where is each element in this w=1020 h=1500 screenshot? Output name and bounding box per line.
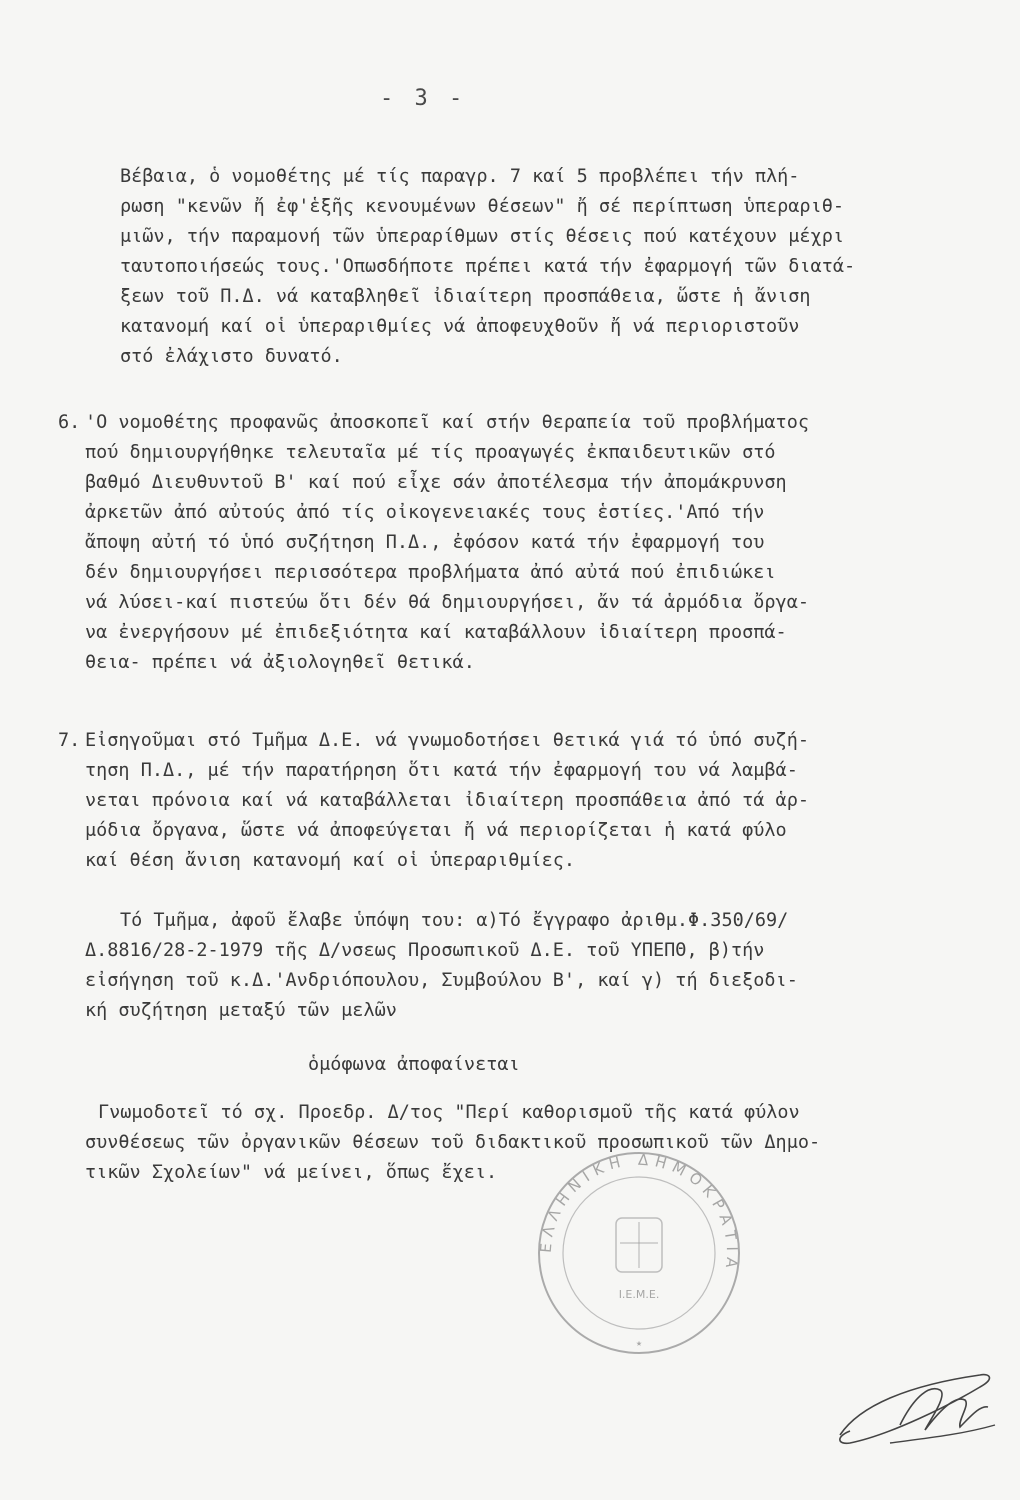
paragraph-line: πού δημιουργήθηκε τελευταῖα μέ τίς προαγωγές ἐκπαιδευτικῶν στό — [85, 442, 776, 463]
paragraph-line: Τό Τμῆμα, ἀφοῦ ἔλαβε ὑπόψη του: α)Τό ἔγγραφο ἀριθμ.Φ.350/69/ — [120, 910, 789, 931]
paragraph-line: Βέβαια, ὁ νομοθέτης μέ τίς παραγρ. 7 καί 5 προβλέπει τήν πλή- — [120, 166, 800, 187]
paragraph-line: στό ἐλάχιστο δυνατό. — [120, 346, 343, 367]
paragraph-line: ξεων τοῦ Π.Δ. νά καταβληθεῖ ἰδιαίτερη προσπάθεια, ὥστε ἡ ἄνιση — [120, 286, 811, 307]
official-seal — [534, 1148, 744, 1358]
seal-outer-text: ΕΛΛΗΝΙΚΗ ΔΗΜΟΚΡΑΤΙΑ — [536, 1150, 742, 1275]
page-number: - 3 - — [380, 86, 467, 111]
seal-graphic — [534, 1148, 744, 1358]
paragraph-line: ταυτοποιήσεώς τους.'Οπωσδήποτε πρέπει κατά τήν ἐφαρμογή τῶν διατά- — [120, 256, 856, 277]
paragraph-line: δέν δημιουργήσει περισσότερα προβλήματα ἀπό αὐτά πού ἐπιδιώκει — [85, 562, 776, 583]
paragraph-line: θεια- πρέπει νά ἀξιολογηθεῖ θετικά. — [85, 652, 475, 673]
seal-star-icon: ★ — [635, 1338, 643, 1349]
paragraph-line: νεται πρόνοια καί νά καταβάλλεται ἰδιαίτερη προσπάθεια ἀπό τά ἁρ- — [85, 790, 809, 811]
signature-graphic — [830, 1365, 1000, 1455]
seal-bottom-text: Ι.Ε.Μ.Ε. — [618, 1288, 660, 1301]
paragraph-line: να ἐνεργήσουν μέ ἐπιδεξιότητα καί καταβάλλουν ἰδιαίτερη προσπά- — [85, 622, 787, 643]
decision-heading: ὁμόφωνα ἀποφαίνεται — [308, 1054, 520, 1075]
paragraph-line: ἀρκετῶν ἀπό αὐτούς ἀπό τίς οἰκογενειακές τους ἑστίες.'Από τήν — [85, 502, 765, 523]
paragraph-line: Εἰσηγοῦμαι στό Τμῆμα Δ.Ε. νά γνωμοδοτήσει θετικά γιά τό ὑπό συζή- — [85, 730, 809, 751]
paragraph-line: μιῶν, τήν παραμονή τῶν ὑπεραρίθμων στίς θέσεις πού κατέχουν μέχρι — [120, 226, 844, 247]
paragraph-line: ρωση "κενῶν ἤ ἐφ'ἑξῆς κενουμένων θέσεων" ἤ σέ περίπτωση ὑπεραριθ- — [120, 196, 844, 217]
item-number: 7. — [58, 730, 81, 751]
paragraph-line: βαθμό Διευθυντοῦ Β' καί πού εἶχε σάν ἀποτέλεσμα τήν ἀπομάκρυνση — [85, 472, 787, 493]
paragraph-line: Δ.8816/28-2-1979 τῆς Δ/νσεως Προσωπικοῦ Δ.Ε. τοῦ ΥΠΕΠΘ, β)τήν — [85, 940, 765, 961]
paragraph-line: κή συζήτηση μεταξύ τῶν μελῶν — [85, 1000, 397, 1021]
paragraph-line: τηση Π.Δ., μέ τήν παρατήρηση ὅτι κατά τήν ἐφαρμογή του νά λαμβά- — [85, 760, 798, 781]
paragraph-line: ἄποψη αὐτή τό ὑπό συζήτηση Π.Δ., ἐφόσον κατά τήν ἐφαρμογή του — [85, 532, 765, 553]
paragraph-line: μόδια ὄργανα, ὥστε νά ἀποφεύγεται ἤ νά περιορίζεται ἡ κατά φύλο — [85, 820, 787, 841]
paragraph-line: συνθέσεως τῶν ὀργανικῶν θέσεων τοῦ διδακτικοῦ προσωπικοῦ τῶν Δημο- — [85, 1132, 821, 1153]
item-number: 6. — [58, 412, 81, 433]
paragraph-line: εἰσήγηση τοῦ κ.Δ.'Ανδριόπουλου, Συμβούλου Β', καί γ) τή διεξοδι- — [85, 970, 798, 991]
paragraph-line: νά λύσει-καί πιστεύω ὅτι δέν θά δημιουργήσει, ἄν τά ἁρμόδια ὄργα- — [85, 592, 809, 613]
paragraph-line: τικῶν Σχολείων" νά μείνει, ὅπως ἔχει. — [85, 1162, 498, 1183]
paragraph-line: 'Ο νομοθέτης προφανῶς ἀποσκοπεῖ καί στήν θεραπεία τοῦ προβλήματος — [85, 412, 809, 433]
paragraph-line: Γνωμοδοτεῖ τό σχ. Προεδρ. Δ/τος "Περί καθορισμοῦ τῆς κατά φύλον — [98, 1102, 800, 1123]
paragraph-line: κατανομή καί οἱ ὑπεραριθμίες νά ἀποφευχθοῦν ἤ νά περιοριστοῦν — [120, 316, 800, 337]
handwritten-signature — [830, 1365, 1000, 1455]
paragraph-line: καί θέση ἄνιση κατανομή καί οἱ ὑπεραριθμίες. — [85, 850, 576, 871]
